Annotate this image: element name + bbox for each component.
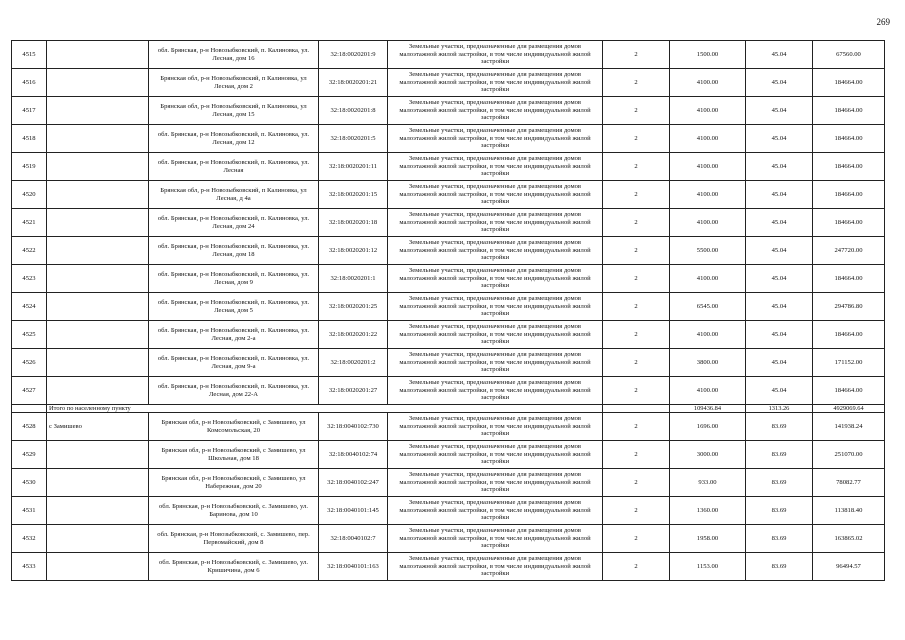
table-row [12,181,885,209]
unit-price-cell: 83.69 [746,441,813,469]
total-label: Итого по населенному пункту [47,405,603,413]
land-use-cell: Земельные участки, предназначенные для размещения домов малоэтажной жилой застройки, в том числе индивидуальной жилой застройки [388,469,603,497]
group-cell: 2 [603,321,670,349]
cadastral-value-cell: 141938.24 [813,413,885,441]
locality-cell: с Замишево [47,413,149,441]
locality-cell [47,553,149,581]
table-row [12,97,885,125]
cadastral-number-cell: 32:18:0040101:145 [319,497,388,525]
row-number-cell: 4529 [12,441,47,469]
empty-cell [603,405,670,413]
cadastral-number-cell: 32:18:0040102:247 [319,469,388,497]
locality-cell [47,69,149,97]
cadastral-value-cell: 247720.00 [813,237,885,265]
land-use-cell: Земельные участки, предназначенные для размещения домов малоэтажной жилой застройки, в том числе индивидуальной жилой застройки [388,41,603,69]
row-number-cell: 4526 [12,349,47,377]
group-cell: 2 [603,125,670,153]
unit-price-cell: 45.04 [746,41,813,69]
row-number-cell: 4519 [12,153,47,181]
address-cell: Брянская обл, р-н Новозыбковский, п Калиновка, ул Лесная, дом 2 [149,69,319,97]
table-row [12,237,885,265]
group-cell: 2 [603,209,670,237]
unit-price-cell: 83.69 [746,413,813,441]
cadastral-value-cell: 67560.00 [813,41,885,69]
address-cell: Брянская обл, р-н Новозыбковский, п Калиновка, ул Лесная, дом 15 [149,97,319,125]
address-cell: обл. Брянская, р-н Новозыбковский, п. Калиновка, ул. Лесная, дом 22-А [149,377,319,405]
locality-cell [47,97,149,125]
group-cell: 2 [603,69,670,97]
table-row [12,525,885,553]
group-cell: 2 [603,553,670,581]
table-row [12,469,885,497]
area-cell: 4100.00 [670,265,746,293]
unit-price-cell: 45.04 [746,293,813,321]
cadastral-number-cell: 32:18:0020201:9 [319,41,388,69]
cadastral-value-cell: 184664.00 [813,265,885,293]
area-cell: 1696.00 [670,413,746,441]
locality-cell [47,41,149,69]
cadastral-value-cell: 184664.00 [813,209,885,237]
group-cell: 2 [603,441,670,469]
total-value: 4929069.64 [813,405,885,413]
cadastral-number-cell: 32:18:0020201:21 [319,69,388,97]
cadastral-value-cell: 96494.57 [813,553,885,581]
cadastral-number-cell: 32:18:0020201:2 [319,349,388,377]
cadastral-number-cell: 32:18:0020201:12 [319,237,388,265]
unit-price-cell: 45.04 [746,97,813,125]
row-number-cell: 4516 [12,69,47,97]
locality-cell [47,525,149,553]
address-cell: Брянская обл, р-н Новозыбковский, п Калиновка, ул Лесная, д 4а [149,181,319,209]
group-cell: 2 [603,377,670,405]
address-cell: обл. Брянская, р-н Новозыбковский, п. Калиновка, ул. Лесная, дом 9 [149,265,319,293]
cadastral-value-cell: 163865.02 [813,525,885,553]
total-area: 109436.84 [670,405,746,413]
total-unit-price: 1313.26 [746,405,813,413]
locality-cell [47,497,149,525]
row-number-cell: 4530 [12,469,47,497]
locality-cell [47,209,149,237]
cadastral-value-cell: 251070.00 [813,441,885,469]
cadastral-number-cell: 32:18:0020201:5 [319,125,388,153]
cadastral-value-cell: 184664.00 [813,181,885,209]
land-use-cell: Земельные участки, предназначенные для размещения домов малоэтажной жилой застройки, в том числе индивидуальной жилой застройки [388,181,603,209]
cadastral-value-cell: 184664.00 [813,97,885,125]
table-row [12,293,885,321]
address-cell: обл. Брянская, р-н Новозыбковский, п. Калиновка, ул. Лесная, дом 16 [149,41,319,69]
locality-cell [47,377,149,405]
group-cell: 2 [603,237,670,265]
locality-cell [47,349,149,377]
unit-price-cell: 45.04 [746,349,813,377]
table-row [12,413,885,441]
unit-price-cell: 45.04 [746,377,813,405]
row-number-cell: 4528 [12,413,47,441]
area-cell: 1360.00 [670,497,746,525]
cadastral-number-cell: 32:18:0040102:730 [319,413,388,441]
group-cell: 2 [603,41,670,69]
land-use-cell: Земельные участки, предназначенные для размещения домов малоэтажной жилой застройки, в том числе индивидуальной жилой застройки [388,349,603,377]
locality-cell [47,321,149,349]
address-cell: обл. Брянская, р-н Новозыбковский, п. Калиновка, ул. Лесная, дом 2-а [149,321,319,349]
unit-price-cell: 45.04 [746,265,813,293]
address-cell: обл. Брянская, р-н Новозыбковский, п. Калиновка, ул. Лесная, дом 5 [149,293,319,321]
total-row [12,405,885,413]
row-number-cell: 4525 [12,321,47,349]
group-cell: 2 [603,469,670,497]
land-use-cell: Земельные участки, предназначенные для размещения домов малоэтажной жилой застройки, в том числе индивидуальной жилой застройки [388,209,603,237]
locality-cell [47,125,149,153]
group-cell: 2 [603,97,670,125]
area-cell: 5500.00 [670,237,746,265]
locality-cell [47,441,149,469]
address-cell: обл. Брянская, р-н Новозыбковский, п. Калиновка, ул. Лесная [149,153,319,181]
group-cell: 2 [603,497,670,525]
table-row [12,125,885,153]
cadastral-value-cell: 184664.00 [813,125,885,153]
locality-cell [47,265,149,293]
cadastral-value-cell: 78082.77 [813,469,885,497]
row-number-cell: 4523 [12,265,47,293]
unit-price-cell: 45.04 [746,181,813,209]
unit-price-cell: 45.04 [746,125,813,153]
land-use-cell: Земельные участки, предназначенные для размещения домов малоэтажной жилой застройки, в том числе индивидуальной жилой застройки [388,413,603,441]
address-cell: обл. Брянская, р-н Новозыбковский, с. Замишево, ул. Кришичина, дом 6 [149,553,319,581]
table-row [12,209,885,237]
address-cell: обл. Брянская, р-н Новозыбковский, п. Калиновка, ул. Лесная, дом 18 [149,237,319,265]
area-cell: 1153.00 [670,553,746,581]
locality-cell [47,181,149,209]
area-cell: 6545.00 [670,293,746,321]
locality-cell [47,237,149,265]
land-use-cell: Земельные участки, предназначенные для размещения домов малоэтажной жилой застройки, в том числе индивидуальной жилой застройки [388,125,603,153]
land-use-cell: Земельные участки, предназначенные для размещения домов малоэтажной жилой застройки, в том числе индивидуальной жилой застройки [388,69,603,97]
cadastral-number-cell: 32:18:0040101:163 [319,553,388,581]
table-row [12,553,885,581]
table-row [12,349,885,377]
land-use-cell: Земельные участки, предназначенные для размещения домов малоэтажной жилой застройки, в том числе индивидуальной жилой застройки [388,237,603,265]
cadastral-number-cell: 32:18:0020201:11 [319,153,388,181]
cadastral-number-cell: 32:18:0020201:25 [319,293,388,321]
address-cell: Брянская обл, р-н Новозыбковский, с Замишево, ул Набережная, дом 20 [149,469,319,497]
unit-price-cell: 45.04 [746,321,813,349]
area-cell: 3000.00 [670,441,746,469]
table-row [12,265,885,293]
row-number-cell: 4517 [12,97,47,125]
row-number-cell: 4527 [12,377,47,405]
unit-price-cell: 83.69 [746,553,813,581]
land-use-cell: Земельные участки, предназначенные для размещения домов малоэтажной жилой застройки, в том числе индивидуальной жилой застройки [388,497,603,525]
area-cell: 1500.00 [670,41,746,69]
land-use-cell: Земельные участки, предназначенные для размещения домов малоэтажной жилой застройки, в том числе индивидуальной жилой застройки [388,377,603,405]
land-plots-table [11,40,885,581]
row-number-cell: 4531 [12,497,47,525]
table-row [12,41,885,69]
cadastral-value-cell: 184664.00 [813,69,885,97]
table-row [12,497,885,525]
locality-cell [47,293,149,321]
cadastral-value-cell: 113818.40 [813,497,885,525]
unit-price-cell: 45.04 [746,69,813,97]
address-cell: Брянская обл, р-н Новозыбковский, с Замишево, ул Комсомольская, 20 [149,413,319,441]
land-use-cell: Земельные участки, предназначенные для размещения домов малоэтажной жилой застройки, в том числе индивидуальной жилой застройки [388,265,603,293]
page-number: 269 [876,17,890,27]
area-cell: 4100.00 [670,181,746,209]
cadastral-value-cell: 184664.00 [813,321,885,349]
cadastral-value-cell: 184664.00 [813,153,885,181]
group-cell: 2 [603,153,670,181]
land-use-cell: Земельные участки, предназначенные для размещения домов малоэтажной жилой застройки, в том числе индивидуальной жилой застройки [388,553,603,581]
cadastral-number-cell: 32:18:0020201:22 [319,321,388,349]
cadastral-number-cell: 32:18:0040102:74 [319,441,388,469]
cadastral-number-cell: 32:18:0020201:18 [319,209,388,237]
address-cell: обл. Брянская, р-н Новозыбковский, с. Замишево, пер. Первомайский, дом 8 [149,525,319,553]
table-row [12,441,885,469]
cadastral-value-cell: 294786.80 [813,293,885,321]
area-cell: 4100.00 [670,209,746,237]
area-cell: 4100.00 [670,97,746,125]
land-use-cell: Земельные участки, предназначенные для размещения домов малоэтажной жилой застройки, в том числе индивидуальной жилой застройки [388,441,603,469]
cadastral-number-cell: 32:18:0040102:7 [319,525,388,553]
unit-price-cell: 83.69 [746,469,813,497]
area-cell: 4100.00 [670,125,746,153]
row-number-cell: 4520 [12,181,47,209]
address-cell: обл. Брянская, р-н Новозыбковский, п. Калиновка, ул. Лесная, дом 9-а [149,349,319,377]
row-number-cell: 4518 [12,125,47,153]
area-cell: 4100.00 [670,377,746,405]
unit-price-cell: 45.04 [746,209,813,237]
row-number-cell: 4533 [12,553,47,581]
row-number-cell: 4521 [12,209,47,237]
address-cell: Брянская обл, р-н Новозыбковский, с Замишево, ул Школьная, дом 18 [149,441,319,469]
area-cell: 4100.00 [670,321,746,349]
group-cell: 2 [603,349,670,377]
area-cell: 3800.00 [670,349,746,377]
unit-price-cell: 83.69 [746,525,813,553]
row-number-cell: 4522 [12,237,47,265]
area-cell: 4100.00 [670,153,746,181]
unit-price-cell: 45.04 [746,153,813,181]
table-row [12,377,885,405]
table-row [12,321,885,349]
unit-price-cell: 83.69 [746,497,813,525]
cadastral-value-cell: 171152.00 [813,349,885,377]
land-use-cell: Земельные участки, предназначенные для размещения домов малоэтажной жилой застройки, в том числе индивидуальной жилой застройки [388,293,603,321]
table-row [12,69,885,97]
land-use-cell: Земельные участки, предназначенные для размещения домов малоэтажной жилой застройки, в том числе индивидуальной жилой застройки [388,153,603,181]
area-cell: 1958.00 [670,525,746,553]
cadastral-number-cell: 32:18:0020201:15 [319,181,388,209]
cadastral-value-cell: 184664.00 [813,377,885,405]
table-row [12,153,885,181]
locality-cell [47,469,149,497]
row-number-cell: 4532 [12,525,47,553]
address-cell: обл. Брянская, р-н Новозыбковский, п. Калиновка, ул. Лесная, дом 12 [149,125,319,153]
address-cell: обл. Брянская, р-н Новозыбковский, с. Замишево, ул. Баринова, дом 10 [149,497,319,525]
row-number-cell: 4524 [12,293,47,321]
row-number-cell: 4515 [12,41,47,69]
cadastral-number-cell: 32:18:0020201:8 [319,97,388,125]
area-cell: 933.00 [670,469,746,497]
area-cell: 4100.00 [670,69,746,97]
group-cell: 2 [603,525,670,553]
cadastral-number-cell: 32:18:0020201:1 [319,265,388,293]
empty-cell [12,405,47,413]
address-cell: обл. Брянская, р-н Новозыбковский, п. Калиновка, ул. Лесная, дом 24 [149,209,319,237]
group-cell: 2 [603,293,670,321]
unit-price-cell: 45.04 [746,237,813,265]
land-use-cell: Земельные участки, предназначенные для размещения домов малоэтажной жилой застройки, в том числе индивидуальной жилой застройки [388,321,603,349]
land-use-cell: Земельные участки, предназначенные для размещения домов малоэтажной жилой застройки, в том числе индивидуальной жилой застройки [388,525,603,553]
group-cell: 2 [603,181,670,209]
land-use-cell: Земельные участки, предназначенные для размещения домов малоэтажной жилой застройки, в том числе индивидуальной жилой застройки [388,97,603,125]
group-cell: 2 [603,265,670,293]
locality-cell [47,153,149,181]
group-cell: 2 [603,413,670,441]
cadastral-number-cell: 32:18:0020201:27 [319,377,388,405]
